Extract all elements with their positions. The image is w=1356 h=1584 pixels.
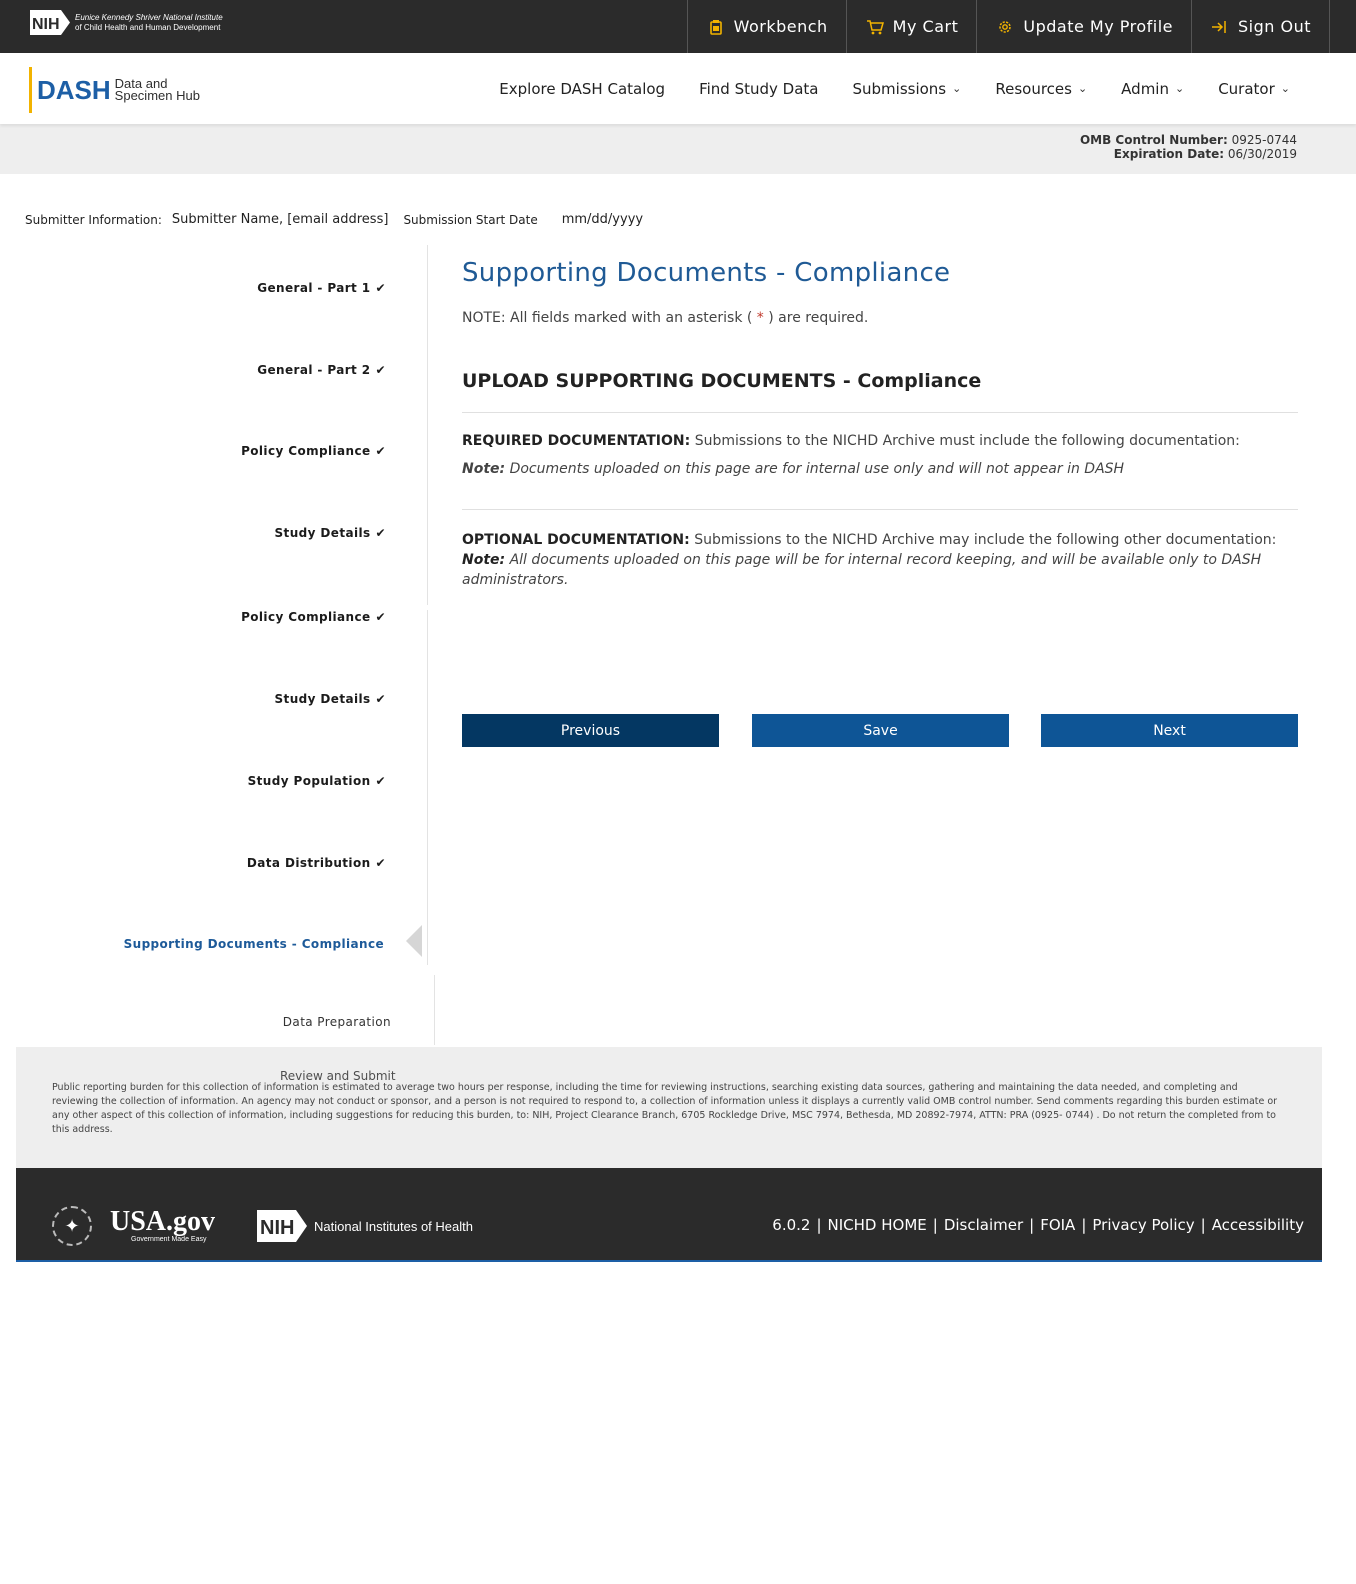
usa-gov-wordmark: USA.gov (110, 1206, 216, 1237)
required-note-suffix: ) are required. (768, 310, 869, 326)
accessibility-link[interactable]: Accessibility (1211, 1216, 1304, 1234)
step-policy-compliance[interactable] (241, 444, 386, 458)
section-divider (462, 412, 1298, 413)
dash-logo-subtitle-1: Data and (114, 76, 168, 91)
dash-logo-subtitle-2: Specimen Hub (114, 88, 200, 103)
update-profile-link[interactable] (976, 0, 1191, 53)
step-data-distribution[interactable] (247, 856, 386, 870)
step-general-part-2[interactable] (257, 363, 386, 377)
step-label: Study Details (274, 692, 371, 706)
chevron-down-icon: ⌄ (952, 82, 962, 95)
step-policy-compliance-2[interactable] (241, 610, 386, 624)
required-fields-note (462, 310, 1298, 326)
privacy-policy-link[interactable]: Privacy Policy (1092, 1216, 1195, 1234)
step-label: General - Part 2 (257, 363, 371, 377)
institute-name (75, 13, 223, 33)
omb-expiration-value: 06/30/2019 (1227, 147, 1297, 161)
workbench-link[interactable] (687, 0, 846, 53)
step-label: Study Population (247, 774, 371, 788)
step-study-population[interactable] (248, 774, 386, 788)
sign-out-icon (1210, 18, 1230, 36)
site-footer (16, 1168, 1322, 1262)
utility-nav (687, 0, 1330, 53)
footer-logos (52, 1206, 473, 1246)
link-separator: | (932, 1216, 938, 1234)
dash-logo-word: DASH (37, 74, 111, 105)
nav-resources[interactable] (995, 80, 1087, 98)
nih-footer-badge-text: NIH (260, 1217, 295, 1239)
required-note-prefix: NOTE: All fields marked with an asterisk ( (462, 310, 753, 326)
link-separator: | (1200, 1216, 1206, 1234)
main-nav (465, 53, 1290, 124)
nav-explore-catalog-label: Explore DASH Catalog (499, 79, 666, 98)
omb-control-label: OMB Control Number: (1079, 133, 1228, 147)
disclaimer-link[interactable]: Disclaimer (943, 1216, 1024, 1234)
sign-out-link[interactable] (1191, 0, 1330, 53)
nih-footer-name: National Institutes of Health (314, 1218, 473, 1234)
steps-divider (427, 610, 428, 965)
step-label: Policy Compliance (241, 444, 371, 458)
site-header (0, 53, 1356, 124)
chevron-down-icon: ⌄ (1174, 82, 1185, 95)
sign-out-label: Sign Out (1238, 17, 1311, 36)
usa-gov-tagline: Government Made Easy (131, 1236, 207, 1243)
check-icon: ✔ (375, 281, 386, 295)
nichd-home-link[interactable]: NICHD HOME (827, 1216, 927, 1234)
nih-badge-icon (256, 1209, 308, 1243)
step-study-details[interactable] (275, 526, 386, 540)
my-cart-link[interactable] (846, 0, 977, 53)
nav-submissions[interactable] (852, 80, 961, 98)
link-separator: | (1081, 1216, 1087, 1234)
nav-resources-label: Resources (995, 79, 1072, 98)
previous-button[interactable]: Previous (462, 714, 719, 747)
submitter-info (25, 212, 643, 227)
step-label: Supporting Documents - Compliance (123, 937, 384, 951)
form-buttons (462, 714, 1298, 747)
check-icon: ✔ (375, 774, 386, 788)
step-study-details-2[interactable] (275, 692, 386, 706)
save-button[interactable]: Save (752, 714, 1009, 747)
nav-find-study-data-label: Find Study Data (699, 79, 819, 98)
footer-links (772, 1216, 1304, 1234)
dash-logo[interactable] (29, 67, 200, 113)
submission-start-date-label: Submission Start Date (403, 212, 538, 227)
optional-documentation-text: Submissions to the NICHD Archive may include the following other documentation: (694, 532, 1277, 548)
optional-note-label: Note: (462, 552, 506, 568)
institute-line-1: Eunice Kennedy Shriver National Institute (75, 12, 223, 22)
omb-expiration-label: Expiration Date: (1113, 147, 1224, 161)
active-step-indicator-icon (406, 925, 422, 957)
nav-admin[interactable] (1121, 80, 1184, 98)
update-profile-label: Update My Profile (1023, 17, 1173, 36)
next-button[interactable]: Next (1041, 714, 1298, 747)
burden-statement (16, 1047, 1322, 1168)
nav-explore-catalog[interactable] (499, 80, 665, 98)
submitter-info-value: Submitter Name, [email address] (171, 212, 389, 227)
nih-footer-logo[interactable] (256, 1209, 473, 1243)
required-documentation-text: Submissions to the NICHD Archive must include the following documentation: (694, 433, 1240, 449)
page-title: Supporting Documents - Compliance (462, 258, 951, 288)
required-documentation-label: REQUIRED DOCUMENTATION: (462, 433, 691, 449)
omb-control-value: 0925-0744 (1231, 133, 1297, 147)
submitter-info-label: Submitter Information: (25, 212, 162, 227)
nav-curator-label: Curator (1218, 79, 1275, 98)
optional-documentation-label: OPTIONAL DOCUMENTATION: (462, 532, 690, 548)
burden-statement-text: Public reporting burden for this collection of information is estimated to average two hours per response, including the time for reviewing instructions, searching existing data sources, gathering and maintaining the data needed, and completing and reviewing the collection of information. An agency may not conduct or sponsor, and a person is not required to respond to, a collection of information unless it displays a currently valid OMB control number. Send comments regarding this burden estimate or any other aspect of this collection of information, including suggestions for reducing this burden, to: NIH, Project Clearance Branch, 6705 Rockledge Drive, MSC 7974, Bethesda, MD 20892-7974, ATTN: PRA (0925- 0744) . Do not return the completed from to this address. (52, 1082, 1278, 1135)
steps-divider (434, 975, 435, 1045)
step-label: General - Part 1 (257, 281, 371, 295)
workbench-label: Workbench (733, 17, 828, 36)
my-cart-label: My Cart (892, 17, 959, 36)
step-label: Policy Compliance (241, 610, 371, 624)
chevron-down-icon: ⌄ (1280, 82, 1290, 95)
step-supporting-documents-compliance[interactable] (124, 937, 384, 951)
omb-band (0, 124, 1356, 174)
nih-badge-text: NIH (32, 16, 60, 33)
optional-documentation (462, 530, 1298, 590)
main-content (462, 258, 1298, 590)
top-utility-bar (0, 0, 1356, 53)
steps-divider (427, 245, 428, 605)
submission-start-date-value: mm/dd/yyyy (561, 212, 644, 227)
version-number: 6.0.2 (772, 1216, 811, 1234)
check-icon: ✔ (375, 856, 386, 870)
optional-note-text: All documents uploaded on this page will be for internal record keeping, and will be available only to DASH administrators. (462, 552, 1262, 588)
step-label: Study Details (274, 526, 371, 540)
required-documentation-note (462, 461, 1298, 477)
foia-link[interactable]: FOIA (1040, 1216, 1076, 1234)
nav-submissions-label: Submissions (852, 79, 947, 98)
nichd-logo[interactable] (29, 9, 223, 36)
required-documentation (462, 433, 1298, 449)
section-title: UPLOAD SUPPORTING DOCUMENTS - Compliance (462, 370, 982, 392)
link-separator: | (1029, 1216, 1035, 1234)
section-divider (462, 509, 1298, 510)
institute-line-2: of Child Health and Human Development (75, 22, 221, 32)
link-separator: | (816, 1216, 822, 1234)
omb-info (1080, 133, 1297, 161)
step-label: Data Preparation (282, 1015, 391, 1029)
required-note-label: Note: (462, 461, 506, 477)
chevron-down-icon: ⌄ (1077, 82, 1088, 95)
nav-curator[interactable] (1218, 80, 1290, 98)
step-review-and-submit[interactable]: Review and Submit (280, 1069, 396, 1083)
hhs-eagle-icon[interactable]: ✦ (52, 1206, 92, 1246)
usa-gov-logo[interactable] (106, 1206, 236, 1246)
step-data-preparation[interactable] (283, 1015, 391, 1029)
submission-steps (0, 245, 436, 1045)
nav-find-study-data[interactable] (699, 80, 818, 98)
required-asterisk: * (756, 310, 764, 326)
check-icon: ✔ (375, 363, 386, 377)
check-icon: ✔ (375, 444, 386, 458)
dash-logo-subtitle (115, 78, 200, 102)
workbench-icon (706, 18, 726, 36)
gear-icon (995, 18, 1015, 36)
step-general-part-1[interactable] (257, 281, 386, 295)
check-icon: ✔ (375, 526, 386, 540)
required-note-text: Documents uploaded on this page are for internal use only and will not appear in DASH (509, 461, 1125, 477)
dash-logo-bar (29, 67, 32, 113)
nav-admin-label: Admin (1121, 79, 1169, 98)
nih-badge-icon (29, 9, 71, 36)
check-icon: ✔ (375, 610, 386, 624)
step-label: Data Distribution (246, 856, 371, 870)
cart-icon (865, 18, 885, 36)
check-icon: ✔ (375, 692, 386, 706)
